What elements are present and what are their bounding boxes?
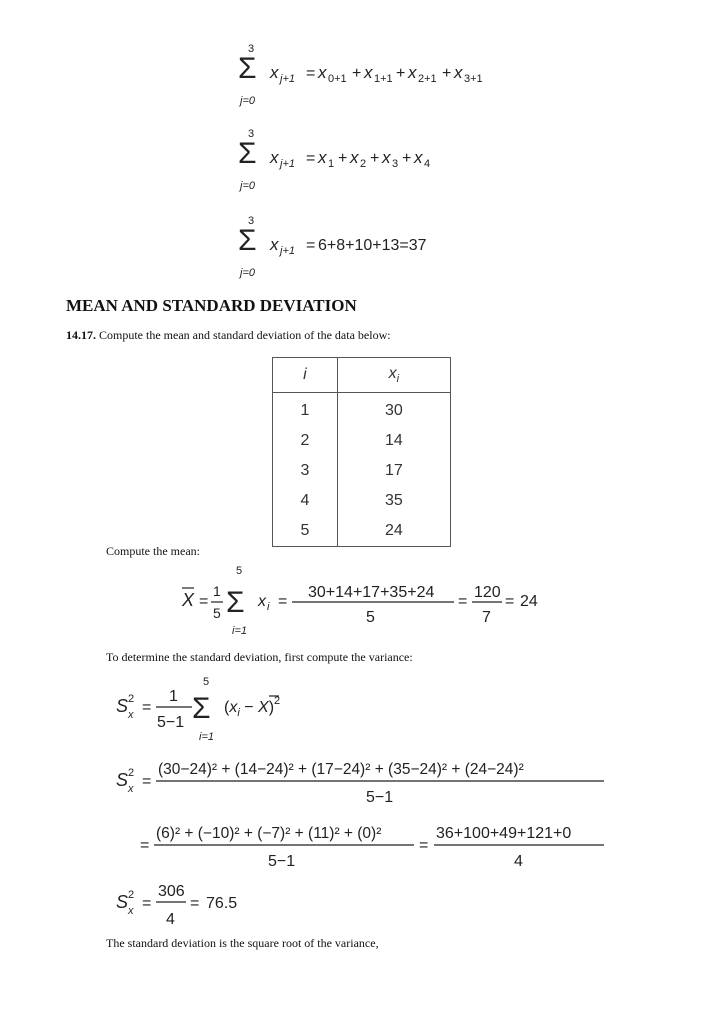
- svg-text:=: =: [278, 593, 288, 610]
- term-sub: 0+1: [328, 73, 347, 85]
- sum-lower-limit: i=1: [232, 625, 247, 637]
- svg-text:i=1: i=1: [199, 731, 214, 743]
- fraction-numerator: 30+14+17+35+24: [308, 584, 435, 601]
- term-sub: 3+1: [464, 73, 483, 85]
- table-row: 1 30: [273, 393, 451, 427]
- mean-result: 24: [520, 593, 538, 610]
- lhs-var: x: [270, 63, 279, 82]
- svg-text:=: =: [306, 237, 316, 254]
- fraction-numerator: 306: [158, 883, 185, 900]
- svg-text:=: =: [142, 773, 152, 790]
- fraction-denominator: 7: [482, 609, 491, 626]
- table-row: 3 17: [273, 456, 451, 486]
- term-sub: 1+1: [374, 73, 393, 85]
- term-sub: 4: [424, 158, 431, 170]
- svg-text:+: +: [338, 150, 348, 167]
- summation-equation-1: [230, 40, 530, 120]
- fraction-numerator: 1: [169, 688, 178, 705]
- term-var: x: [414, 148, 423, 167]
- svg-text:=: =: [190, 895, 200, 912]
- sigma-symbol: Σ: [238, 52, 257, 85]
- svg-text:2: 2: [128, 767, 135, 779]
- svg-text:+: +: [370, 150, 380, 167]
- sum-lower-limit: j=0: [240, 267, 255, 279]
- fraction-denominator: 4: [514, 853, 523, 870]
- fraction-denominator: 5−1: [268, 853, 296, 870]
- svg-text:+: +: [396, 65, 406, 82]
- fraction-numerator: 120: [474, 584, 501, 601]
- svg-text:5: 5: [203, 676, 210, 688]
- problem-text: Compute the mean and standard deviation of the data below:: [99, 328, 391, 342]
- svg-text:+: +: [402, 150, 412, 167]
- sum-upper-limit: 3: [248, 215, 255, 227]
- variance-step-3: [116, 878, 316, 933]
- sigma-symbol: Σ: [226, 586, 245, 619]
- variance-step-2: [140, 820, 620, 875]
- term-sub: 2: [360, 158, 367, 170]
- summation-equation-2: [230, 125, 530, 205]
- variance-label: To determine the standard deviation, first compute the variance:: [106, 650, 413, 664]
- variance-formula: [116, 674, 416, 749]
- fraction-numerator: (6)² + (−10)² + (−7)² + (11)² + (0)²: [156, 825, 382, 842]
- fraction-numerator: 1: [213, 583, 221, 599]
- mean-symbol: X: [182, 590, 195, 610]
- term-var: x: [318, 148, 327, 167]
- fraction-denominator: 5−1: [157, 714, 185, 731]
- section-heading: MEAN AND STANDARD DEVIATION: [66, 296, 357, 315]
- lhs-var: x: [270, 148, 279, 167]
- svg-text:x: x: [128, 905, 134, 917]
- table-row: 5 24: [273, 516, 451, 547]
- svg-text:x: x: [128, 783, 134, 795]
- fraction-numerator: 36+100+49+121+0: [436, 825, 572, 842]
- svg-text:=: =: [306, 150, 316, 167]
- table-header-row: [273, 358, 451, 393]
- svg-text:S: S: [116, 770, 129, 790]
- term-sub: 2+1: [418, 73, 437, 85]
- fraction-denominator: 5: [213, 605, 221, 621]
- svg-text:i: i: [267, 601, 270, 613]
- svg-text:S: S: [116, 892, 129, 912]
- fraction-numerator: (30−24)² + (14−24)² + (17−24)² + (35−24)² + (24−24)²: [158, 761, 524, 778]
- svg-text:=: =: [142, 895, 152, 912]
- summation-equation-3: [230, 212, 530, 292]
- mean-equation: [182, 562, 562, 642]
- svg-text:=: =: [419, 837, 429, 854]
- svg-text:x: x: [128, 709, 134, 721]
- variance-result: 76.5: [206, 895, 238, 912]
- term-var: x: [408, 63, 417, 82]
- svg-text:2: 2: [128, 889, 135, 901]
- svg-text:=: =: [142, 699, 152, 716]
- problem-number: 14.17.: [66, 328, 96, 342]
- term-sub: 1: [328, 158, 335, 170]
- problem-statement: [66, 328, 391, 343]
- table-row: 4 35: [273, 486, 451, 516]
- column-header-i: i: [273, 358, 338, 393]
- lhs-sub: j+1: [280, 158, 295, 170]
- term-var: x: [364, 63, 373, 82]
- lhs-sub: j+1: [280, 73, 295, 85]
- table-row: 2 14: [273, 426, 451, 456]
- term-var: x: [318, 63, 327, 82]
- term-var: x: [454, 63, 463, 82]
- svg-text:+: +: [352, 65, 362, 82]
- svg-text:=: =: [505, 593, 515, 610]
- term-sub: 3: [392, 158, 399, 170]
- svg-text:=: =: [199, 593, 209, 610]
- sum-lower-limit: j=0: [240, 95, 255, 107]
- term-var: x: [382, 148, 391, 167]
- sigma-symbol: Σ: [192, 692, 211, 725]
- lhs-sub: j+1: [280, 245, 295, 257]
- sum-upper-limit: 3: [248, 128, 255, 140]
- term-var: x: [350, 148, 359, 167]
- svg-text:2: 2: [128, 693, 135, 705]
- svg-text:(xi − X)2: $(x_i - X)^2$: [224, 695, 281, 719]
- variance-symbol: S: [116, 696, 129, 716]
- sum-upper-limit: 5: [236, 565, 243, 577]
- sum-upper-limit: 3: [248, 43, 255, 55]
- sum-lower-limit: j=0: [240, 180, 255, 192]
- sigma-symbol: Σ: [238, 224, 257, 257]
- fraction-denominator: 5−1: [366, 789, 394, 806]
- fraction-denominator: 5: [366, 609, 375, 626]
- svg-text:x: x: [258, 593, 266, 610]
- mean-label: Compute the mean:: [106, 544, 200, 558]
- svg-text:=: =: [306, 65, 316, 82]
- column-header-x: $x_i$: [337, 358, 450, 393]
- svg-text:=: =: [140, 837, 150, 854]
- rhs-sum-value: 6+8+10+13=37: [318, 237, 427, 254]
- variance-step-1: [116, 756, 616, 811]
- lhs-var: x: [270, 235, 279, 254]
- data-table: [272, 357, 451, 547]
- svg-text:=: =: [458, 593, 468, 610]
- fraction-denominator: 4: [166, 911, 175, 928]
- svg-text:+: +: [442, 65, 452, 82]
- closing-text: The standard deviation is the square root of the variance,: [106, 936, 379, 950]
- sigma-symbol: Σ: [238, 137, 257, 170]
